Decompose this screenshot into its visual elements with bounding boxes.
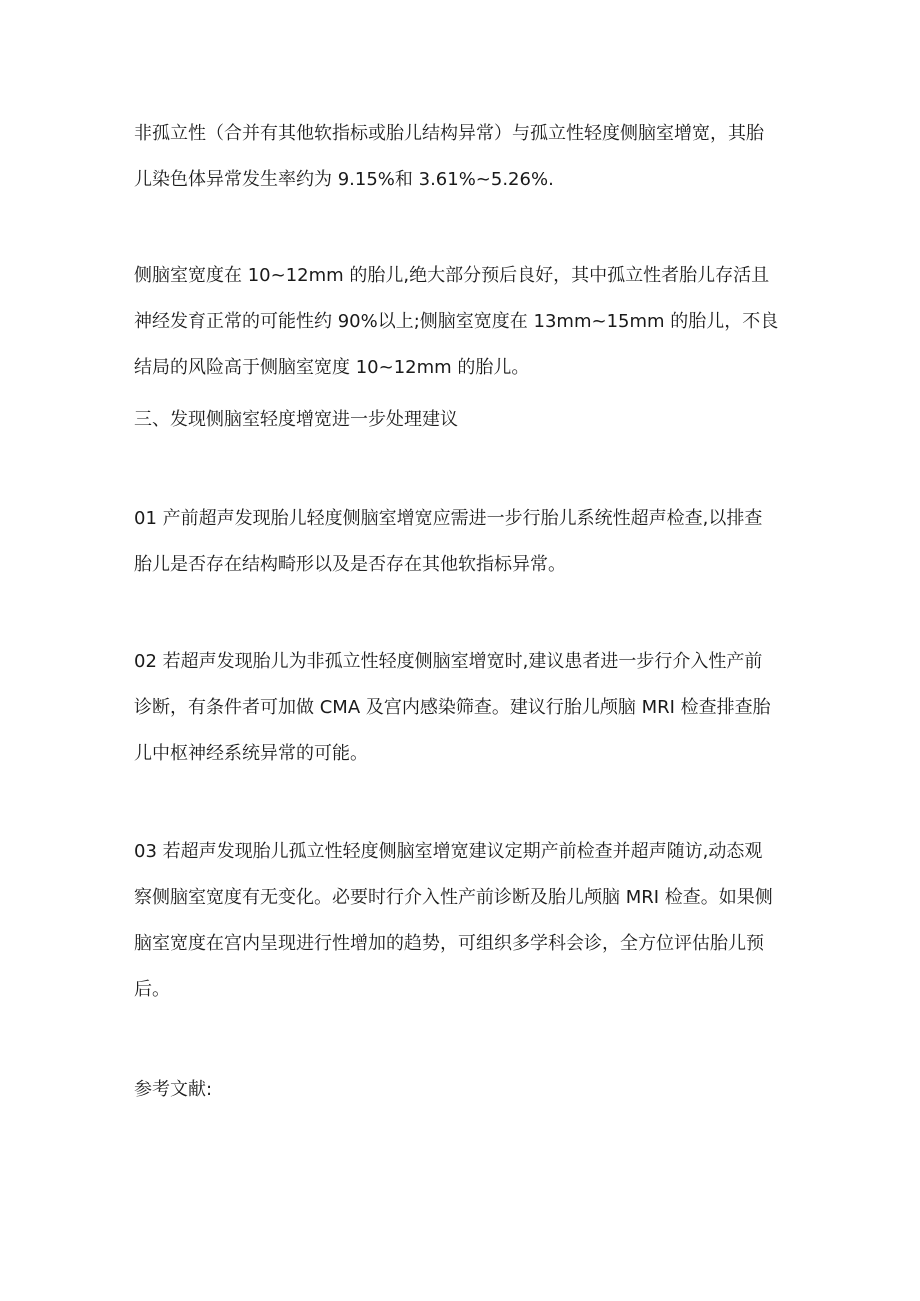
paragraph-recommendation-01 xyxy=(134,496,794,588)
text-line: 脑室宽度在宫内呈现进行性增加的趋势，可组织多学科会诊，全方位评估胎儿预 xyxy=(134,933,764,954)
references-heading xyxy=(134,1067,794,1113)
text-line: 02 若超声发现胎儿为非孤立性轻度侧脑室增宽时,建议患者进一步行介入性产前 xyxy=(134,651,763,672)
text-line: 03 若超声发现胎儿孤立性轻度侧脑室增宽建议定期产前检查并超声随访,动态观 xyxy=(134,841,763,862)
text-line: 后。 xyxy=(134,979,170,1000)
text-line: 察侧脑室宽度有无变化。必要时行介入性产前诊断及胎儿颅脑 MRI 检查。如果侧 xyxy=(134,887,773,908)
heading-text: 三、发现侧脑室轻度增宽进一步处理建议 xyxy=(134,409,458,430)
text-line: 神经发育正常的可能性约 90%以上;侧脑室宽度在 13mm~15mm 的胎儿，不良 xyxy=(134,311,779,332)
text-line: 01 产前超声发现胎儿轻度侧脑室增宽应需进一步行胎儿系统性超声检查,以排查 xyxy=(134,508,763,529)
text-line: 胎儿是否存在结构畸形以及是否存在其他软指标异常。 xyxy=(134,554,566,575)
text-line: 非孤立性（合并有其他软指标或胎儿结构异常）与孤立性轻度侧脑室增宽，其胎 xyxy=(134,123,764,144)
section-heading-3 xyxy=(134,397,794,443)
paragraph-isolated-risk xyxy=(134,111,794,203)
text-line: 诊断，有条件者可加做 CMA 及宫内感染筛查。建议行胎儿颅脑 MRI 检查排查胎 xyxy=(134,697,771,718)
text-line: 结局的风险高于侧脑室宽度 10~12mm 的胎儿。 xyxy=(134,357,530,378)
paragraph-recommendation-02 xyxy=(134,639,794,777)
heading-text: 参考文献: xyxy=(134,1079,213,1100)
text-line: 侧脑室宽度在 10~12mm 的胎儿,绝大部分预后良好，其中孤立性者胎儿存活且 xyxy=(134,265,770,286)
paragraph-recommendation-03 xyxy=(134,829,794,1013)
text-line: 儿中枢神经系统异常的可能。 xyxy=(134,743,368,764)
text-line: 儿染色体异常发生率约为 9.15%和 3.61%~5.26%. xyxy=(134,169,554,190)
paragraph-width-prognosis xyxy=(134,253,794,391)
